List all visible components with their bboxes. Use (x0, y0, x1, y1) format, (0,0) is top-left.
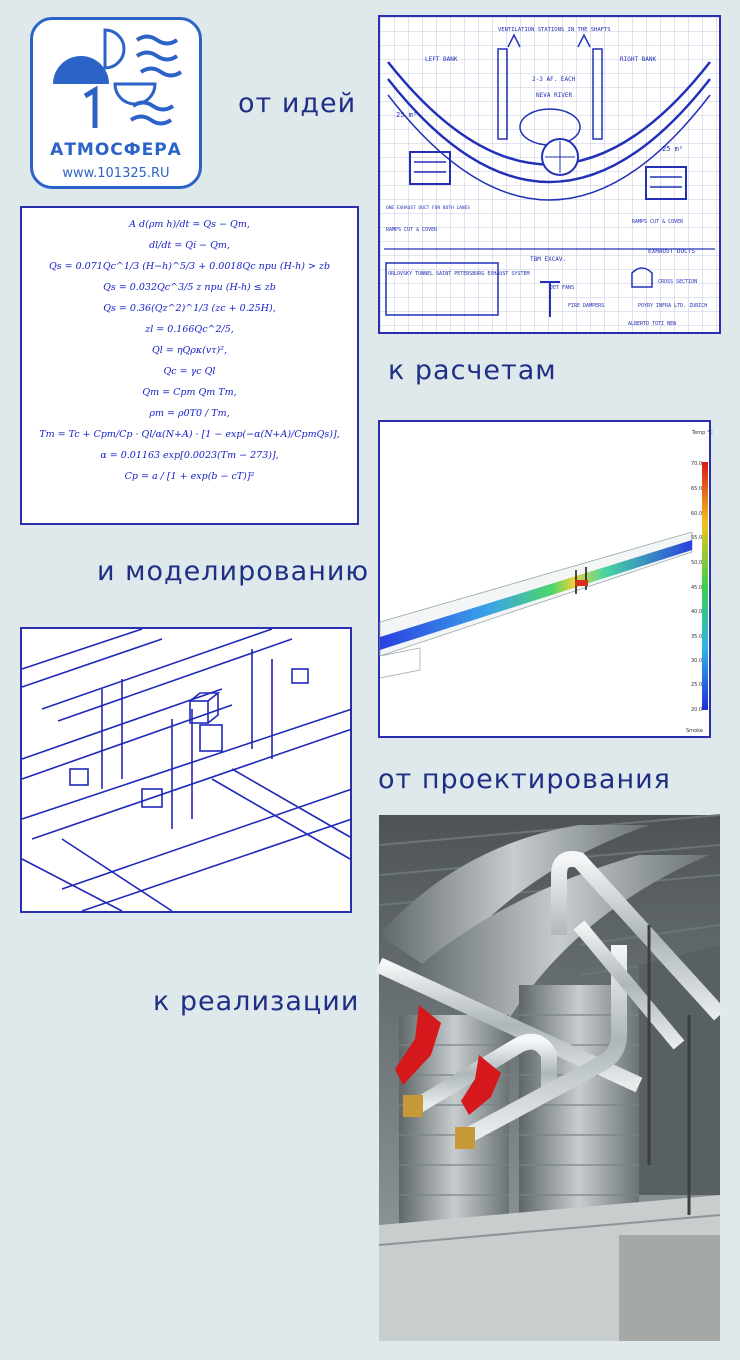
installation-photo (379, 815, 720, 1341)
duct-design-drawing (20, 627, 352, 913)
brand-name: АТМОСФЕРА (50, 140, 182, 160)
tunnel-sketch (378, 15, 721, 334)
company-logo (30, 17, 202, 189)
scale-footer: Smoke (686, 728, 703, 734)
sketch-author: ALBERTO TOTI NEW (628, 321, 677, 327)
pipes-photo-illustration (379, 815, 720, 1341)
sketch-ventilation: VENTILATION STATIONS IN THE SHAFTS (498, 27, 611, 33)
scale-tick: 55.0 (691, 535, 703, 541)
caption-calculations: к расчетам (388, 355, 557, 386)
sketch-neva: NEVA RIVER (536, 92, 573, 99)
sketch-area-right: 25 m² (662, 145, 684, 153)
formula-1: A d(ρm h)/dt = Qs − Qm, (129, 219, 250, 230)
scale-tick: 35.0 (691, 634, 703, 640)
formula-3: Qs = 0.071Qc^1/3 (H−h)^5/3 + 0.0018Qc при (H-h) > zb (48, 261, 331, 272)
formula-9: Qm = Cpm Qm Tm, (142, 387, 237, 398)
sketch-exhaust-ducts: EXHAUST DUCTS (648, 248, 695, 255)
sketch-fans: 2-3 AF. EACH (532, 76, 576, 83)
formula-panel (20, 206, 359, 525)
brand-site: www.101325.RU (62, 166, 170, 181)
sketch-area-left: 25 m² (396, 111, 418, 119)
smoke-simulation (380, 422, 713, 736)
sketch-drawing (380, 17, 719, 332)
formula-5: Qs = 0.36(Qz^2)^1/3 (zc + 0.25H), (103, 303, 276, 314)
formula-6: zl = 0.166Qc^2/5, (145, 324, 234, 335)
formula-2: dl/dt = Qi − Qm, (149, 240, 230, 251)
scale-tick: 50.0 (691, 560, 703, 566)
formula-11: Tm = Tc + Cpm/Cp · Ql/α(N+A) · [1 − exp(−α(N+A)/CpmQs)], (39, 429, 340, 440)
caption-ideas: от идей (238, 88, 357, 119)
sketch-company: POYRY INFRA LTD. ZURICH (638, 303, 708, 309)
scale-tick: 65.0 (691, 486, 703, 492)
sketch-title-block: ORLOVSKY TUNNEL SAINT PETERSBURG EXHAUST SYSTEM (388, 271, 530, 277)
formula-10: ρm = ρ0T0 / Tm, (149, 408, 230, 419)
sketch-fire-dampers: FIRE DAMPERS (568, 303, 605, 309)
sketch-right-bank: RIGHT BANK (620, 56, 657, 63)
caption-design: от проектирования (378, 764, 671, 795)
formula-12: α = 0.01163 exp[0.0023(Tm − 273)], (100, 450, 279, 461)
scale-tick: 40.0 (691, 609, 703, 615)
formula-13: Cp = a / [1 + exp(b − cT)]² (124, 471, 255, 482)
simulation-panel (378, 420, 711, 738)
sketch-jet-fans: JET FANS (550, 285, 575, 291)
scale-tick: 45.0 (691, 585, 703, 591)
sketch-one-exhaust: ONE EXHAUST DUCT FOR BOTH LANES (386, 206, 470, 211)
scale-tick: 30.0 (691, 658, 703, 664)
scale-tick: 70.0 (691, 461, 703, 467)
formula-8: Qc = γc Ql (163, 366, 216, 377)
caption-modeling: и моделированию (97, 556, 370, 587)
caption-implementation: к реализации (153, 986, 360, 1017)
formula-4: Qs = 0.032Qc^3/5 z при (H-h) ≤ zb (103, 282, 276, 293)
scale-tick: 20.0 (691, 707, 703, 713)
temperature-scale (702, 462, 708, 710)
scale-tick: 60.0 (691, 511, 703, 517)
sketch-cross-section: CROSS SECTION (658, 279, 698, 285)
logo-emblem-icon (45, 26, 191, 136)
formula-7: Ql = ηQρκ(vτ)², (152, 345, 227, 356)
scale-tick: 25.0 (691, 682, 703, 688)
sketch-ramps-left: RAMPS CUT & COVER (386, 227, 438, 233)
sketch-tbm: TBM EXCAV. (530, 256, 567, 263)
isometric-ducts (22, 629, 350, 911)
sketch-left-bank: LEFT BANK (425, 56, 458, 63)
sketch-ramps-right: RAMPS CUT & COVER (632, 219, 684, 225)
scale-unit: Temp °C (692, 430, 713, 436)
